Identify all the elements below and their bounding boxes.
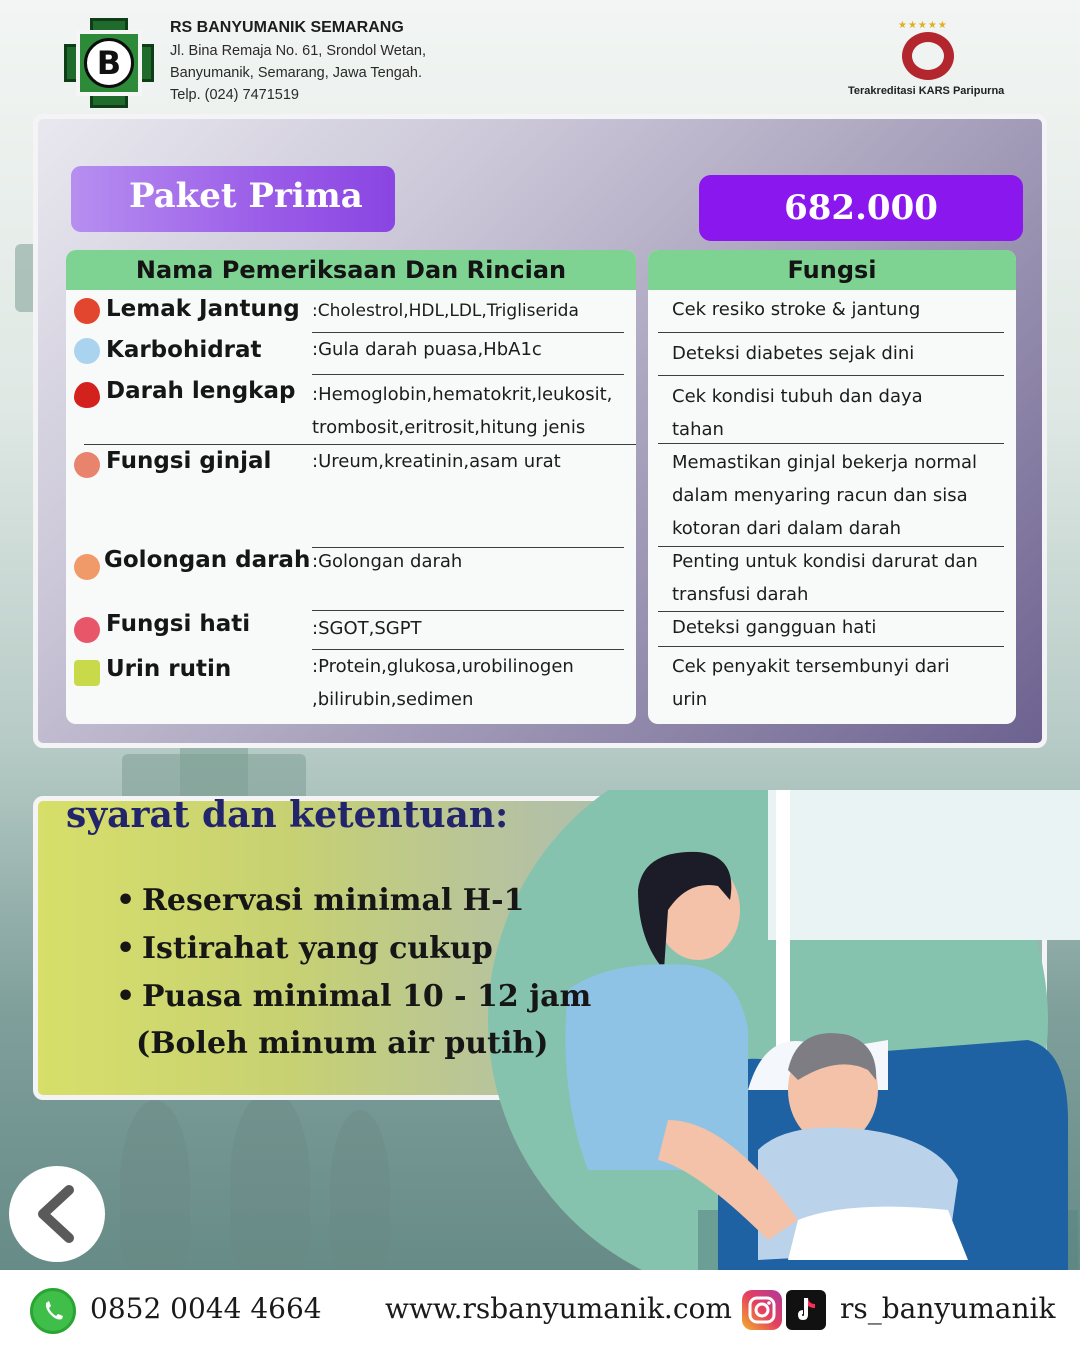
stars-icon: ★★★★★: [898, 20, 948, 31]
exam-name: Golongan darah: [104, 547, 311, 573]
term-item: • Reservasi minimal H-1: [116, 883, 524, 918]
exam-detail: :Golongan darah: [312, 551, 463, 572]
hospital-logo: [64, 18, 154, 108]
term-item: • Istirahat yang cukup: [116, 931, 493, 966]
exam-detail: :Cholestrol,HDL,LDL,Trigliserida: [312, 301, 579, 321]
hospital-phone: Telp. (024) 7471519: [170, 87, 299, 103]
function-text: Memastikan ginjal bekerja normal dalam menyaring racun dan sisa kotoran dari dalam darah: [672, 452, 978, 539]
footer-social-handle[interactable]: rs_banyumanik: [840, 1292, 1056, 1325]
back-button[interactable]: [9, 1166, 105, 1262]
exam-detail: :Hemoglobin,hematokrit,leukosit, trombosit,eritrosit,hitung jenis: [312, 384, 613, 438]
term-item: • Puasa minimal 10 - 12 jam: [116, 979, 591, 1014]
exam-detail: :SGOT,SGPT: [312, 618, 422, 639]
exam-name: Karbohidrat: [106, 337, 262, 363]
nurse-patient-illustration: [468, 790, 1080, 1290]
exam-name: Darah lengkap: [106, 378, 296, 404]
footer-phone[interactable]: 0852 0044 4664: [90, 1292, 322, 1325]
function-text: Penting untuk kondisi darurat dan transfusi darah: [672, 551, 978, 605]
package-name-badge: [71, 166, 395, 232]
exam-table: [66, 250, 636, 724]
price-badge: [699, 175, 1023, 241]
exam-detail: :Ureum,kreatinin,asam urat: [312, 451, 561, 472]
function-text: Cek penyakit tersembunyi dari urin: [672, 656, 950, 710]
muscle-person-icon: [74, 338, 100, 364]
urine-cup-icon: [74, 660, 100, 686]
chevron-left-icon: [33, 1184, 81, 1244]
term-note: (Boleh minum air putih): [136, 1026, 549, 1061]
kars-logo: [880, 20, 976, 82]
function-text: Cek kondisi tubuh dan daya tahan: [672, 386, 923, 440]
function-table: [648, 250, 1016, 724]
exam-name: Fungsi ginjal: [106, 448, 272, 474]
footer-website[interactable]: www.rsbanyumanik.com: [385, 1292, 732, 1325]
instagram-icon[interactable]: [742, 1290, 782, 1330]
kars-q-icon: [902, 32, 954, 80]
function-table-header: Fungsi: [648, 250, 1016, 290]
heart-face-icon: [74, 298, 100, 324]
kidney-icon: [74, 452, 100, 478]
hospital-name: RS BANYUMANIK SEMARANG: [170, 19, 404, 36]
exam-name: Urin rutin: [106, 656, 232, 682]
background-people: [330, 1110, 390, 1270]
exam-detail: :Protein,glukosa,urobilinogen ,bilirubin,sedimen: [312, 656, 574, 710]
background-people: [230, 1090, 310, 1270]
exam-detail: :Gula darah puasa,HbA1c: [312, 339, 542, 360]
exam-name: Lemak Jantung: [106, 296, 300, 322]
function-text: Deteksi diabetes sejak dini: [672, 343, 915, 364]
address-line-2: Banyumanik, Semarang, Jawa Tengah.: [170, 65, 423, 81]
exam-table-header: Nama Pemeriksaan Dan Rincian: [66, 250, 636, 290]
package-name: Paket Prima: [129, 176, 363, 216]
exam-name: Fungsi hati: [106, 611, 251, 637]
accreditation-label: Terakreditasi KARS Paripurna: [848, 85, 1005, 97]
logo-letter: B: [96, 44, 122, 82]
background-people: [120, 1100, 190, 1270]
liver-icon: [74, 617, 100, 643]
tiktok-icon[interactable]: [786, 1290, 826, 1330]
package-price: 682.000: [784, 188, 938, 228]
hand-blood-icon: [74, 554, 100, 580]
blood-drop-icon: [74, 382, 100, 408]
address-line-1: Jl. Bina Remaja No. 61, Srondol Wetan,: [170, 43, 427, 59]
function-text: Deteksi gangguan hati: [672, 617, 877, 638]
function-text: Cek resiko stroke & jantung: [672, 299, 921, 320]
terms-title: syarat dan ketentuan:: [66, 794, 509, 836]
whatsapp-icon[interactable]: [30, 1288, 76, 1334]
